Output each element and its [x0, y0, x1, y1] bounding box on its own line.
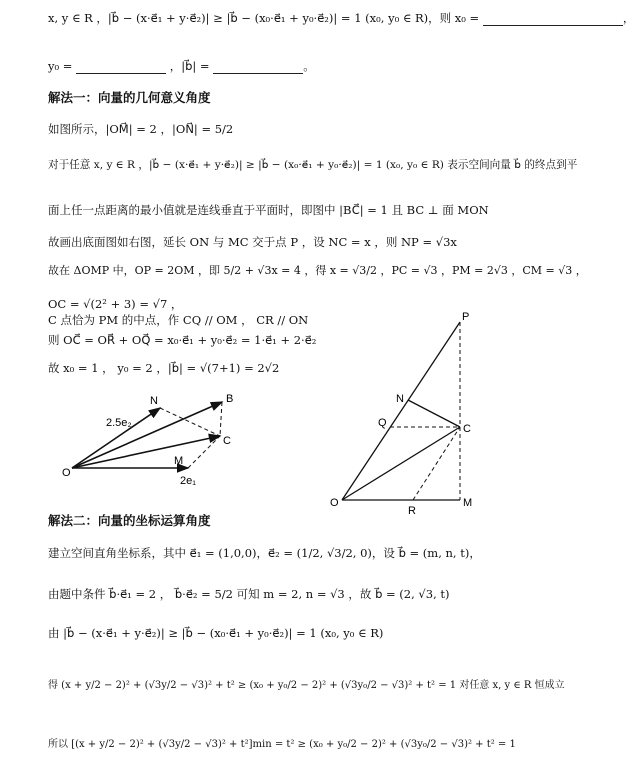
label-C-right: C	[463, 423, 471, 435]
method2-heading: 解法二：向量的坐标运算角度	[48, 513, 211, 528]
triangle-figure-right	[320, 310, 500, 520]
label-O-right: O	[330, 497, 339, 509]
method1-line-9: 故 x₀ = 1 ， y₀ = 2 ，|b⃗| = √(7+1) = 2√2	[48, 361, 280, 375]
label-N-right: N	[396, 393, 404, 405]
method1-line-7: C 点恰为 PM 的中点，作 CQ // OM ， CR // ON	[48, 313, 309, 327]
label-O: O	[62, 467, 71, 479]
problem-end-mark: 。	[303, 59, 315, 73]
vector-figure-left	[40, 380, 270, 490]
label-C: C	[223, 435, 231, 447]
problem-line-2	[48, 58, 315, 74]
dashed-MC	[188, 436, 220, 468]
method2-line-2: 由题中条件 b⃗·e⃗₁ = 2 ， b⃗·e⃗₂ = 5/2 可知 m = 2, n = √3 ，故 b⃗ = (2, √3, t)	[48, 587, 450, 601]
dashed-BC	[220, 402, 222, 436]
label-2e1: 2e₁	[180, 475, 196, 487]
answer-blank-b[interactable]	[213, 62, 303, 74]
method1-line-3: 面上任一点距离的最小值就是连线垂直于平面时，即图中 |BC⃗| = 1 且 BC ⊥ 面 MON	[48, 203, 489, 217]
method2-line-1: 建立空间直角坐标系，其中 e⃗₁ = (1,0,0)，e⃗₂ = (1/2, √3/2, 0)，设 b⃗ = (m, n, t)，	[48, 546, 481, 560]
problem-condition: x, y ∈ R ，|b⃗ − (x·e⃗₁ + y·e⃗₂)| ≥ |b⃗ − (x₀·e⃗₁ + y₀·e⃗₂)| = 1 (x₀, y₀ ∈ R)，则 x₀ =	[48, 11, 480, 25]
method1-line-6: OC = √(2² + 3) = √7 ，	[48, 297, 183, 311]
method2-line-4: 得 (x + y/2 − 2)² + (√3y/2 − √3)² + t² ≥ (x₀ + y₀/2 − 2)² + (√3y₀/2 − √3)² + t² = 1 对任意 x, y ∈ R 恒成立	[48, 680, 565, 691]
label-b-magnitude: ，|b⃗| =	[169, 59, 210, 73]
vector-OB	[72, 402, 222, 468]
label-M: M	[174, 455, 184, 467]
segment-OP	[342, 322, 460, 500]
segment-NC	[408, 400, 460, 427]
dashed-NC	[160, 408, 220, 436]
answer-blank-x0[interactable]	[483, 14, 623, 26]
segment-RC	[413, 427, 460, 500]
method1-line-2: 对于任意 x, y ∈ R ，|b⃗ − (x·e⃗₁ + y·e⃗₂)| ≥ |b⃗ − (x₀·e⃗₁ + y₀·e⃗₂)| = 1 (x₀, y₀ ∈ R) 表示空间向量 b⃗ 的终点到平	[48, 159, 578, 171]
segment-OC	[342, 427, 460, 500]
method1-line-4: 故画出底面图如右图，延长 ON 与 MC 交于点 P ，设 NC = x ，则 NP = √3x	[48, 235, 457, 249]
method1-line-5: 故在 ΔOMP 中，OP = 2OM ，即 5/2 + √3x = 4 ，得 x = √3/2 ，PC = √3 ，PM = 2√3 ，CM = √3 ，	[48, 264, 587, 277]
label-N: N	[150, 395, 158, 407]
label-R: R	[408, 505, 416, 517]
problem-line-1: x, y ∈ R ，|b⃗ − (x·e⃗₁ + y·e⃗₂)| ≥ |b⃗ − (x₀·e⃗₁ + y₀·e⃗₂)| = 1 (x₀, y₀ ∈ R)，则 x₀ = ，	[48, 11, 634, 25]
method2-line-3: 由 |b⃗ − (x·e⃗₁ + y·e⃗₂)| ≥ |b⃗ − (x₀·e⃗₁ + y₀·e⃗₂)| = 1 (x₀, y₀ ∈ R)	[48, 626, 384, 640]
method1-heading: 解法一：向量的几何意义角度	[48, 90, 211, 105]
label-P: P	[462, 311, 470, 323]
method1-line-1: 如图所示，|OM⃗| = 2 ，|ON⃗| = 5/2	[48, 122, 234, 136]
method2-line-5: 所以 [(x + y/2 − 2)² + (√3y/2 − √3)² + t²]min = t² ≥ (x₀ + y₀/2 − 2)² + (√3y₀/2 − √3)² + t² = 1	[48, 739, 516, 750]
label-Q: Q	[378, 417, 387, 429]
label-y0: y₀ =	[48, 59, 73, 73]
method1-line-8: 则 OC⃗ = OR⃗ + OQ⃗ = x₀·e⃗₁ + y₀·e⃗₂ = 1·e⃗₁ + 2·e⃗₂	[48, 333, 317, 347]
label-M-right: M	[463, 497, 473, 509]
answer-blank-y0[interactable]	[76, 62, 166, 74]
label-B: B	[226, 393, 234, 405]
label-2.5e2: 2.5e₂	[106, 417, 132, 429]
